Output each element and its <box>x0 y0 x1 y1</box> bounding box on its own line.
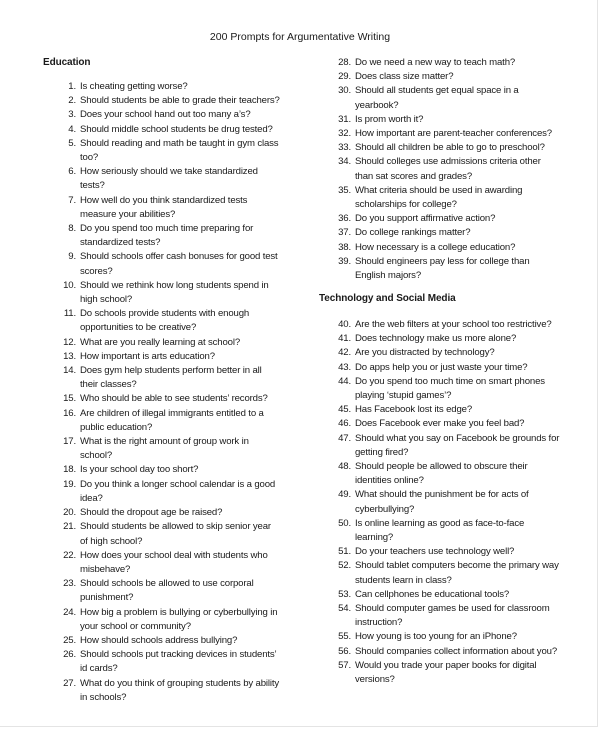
item-number: 29. <box>338 71 351 83</box>
item-text: Are the web filters at your school too restrictive? <box>355 319 552 330</box>
list-item <box>68 250 280 278</box>
item-text: Do apps help you or just waste your time? <box>355 361 528 373</box>
item-text: Is prom worth it? <box>355 113 424 125</box>
item-number: 17. <box>63 436 76 448</box>
list-item <box>338 332 560 346</box>
list-item <box>68 80 280 94</box>
list-item <box>63 350 280 364</box>
list-item <box>63 392 280 406</box>
item-text: Should students be allowed to skip senior year of high school? <box>80 521 271 547</box>
item-number: 40. <box>338 319 351 330</box>
item-number: 16. <box>63 407 76 419</box>
list-item <box>338 56 560 70</box>
item-text: Should what you say on Facebook be grounds for getting fired? <box>355 432 560 458</box>
item-text: How should schools address bullying? <box>80 634 238 646</box>
item-text: How does your school deal with students who misbehave? <box>80 549 268 575</box>
item-text: Should the dropout age be raised? <box>80 507 223 519</box>
item-number: 6. <box>68 166 76 178</box>
item-text: Should engineers pay less for college than English majors? <box>355 255 530 282</box>
list-item <box>63 506 280 520</box>
list-item <box>338 141 560 155</box>
item-text: Do you support affirmative action? <box>355 213 496 225</box>
item-number: 41. <box>338 333 351 345</box>
item-number: 45. <box>338 404 351 416</box>
item-number: 54. <box>338 603 351 615</box>
list-item <box>338 630 560 644</box>
item-text: Should companies collect information about you? <box>355 645 558 657</box>
item-number: 50. <box>338 517 351 529</box>
list-item <box>338 84 560 112</box>
item-number: 25. <box>63 634 76 646</box>
list-item <box>68 123 280 137</box>
item-text: Does technology make us more alone? <box>355 333 517 345</box>
item-number: 2. <box>68 95 76 107</box>
list-item <box>63 549 280 577</box>
item-number: 18. <box>63 464 76 476</box>
education-list-column-2 <box>338 56 560 283</box>
list-item <box>68 137 280 165</box>
item-number: 9. <box>68 251 76 263</box>
item-text: Can cellphones be educational tools? <box>355 588 510 600</box>
list-item <box>338 602 560 630</box>
item-number: 47. <box>338 432 351 444</box>
list-item <box>68 108 280 122</box>
list-item <box>63 336 280 350</box>
list-item <box>338 255 560 283</box>
item-text: Should we rethink how long students spend in high school? <box>80 279 269 306</box>
list-item <box>63 520 280 548</box>
item-text: Should all students get equal space in a yearbook? <box>355 85 519 111</box>
item-text: Does gym help students perform better in all their classes? <box>80 365 262 391</box>
education-list-column-1 <box>63 80 280 705</box>
item-text: Should computer games be used for classroom instruction? <box>355 603 550 629</box>
list-item <box>338 460 560 488</box>
item-text: Has Facebook lost its edge? <box>355 404 473 416</box>
item-number: 32. <box>338 128 351 140</box>
item-number: 36. <box>338 213 351 225</box>
item-number: 39. <box>338 255 351 267</box>
item-text: Should schools offer cash bonuses for good test scores? <box>80 251 278 277</box>
item-number: 11. <box>63 308 76 320</box>
item-text: Should all children be able to go to preschool? <box>355 142 545 154</box>
item-number: 10. <box>63 279 76 291</box>
item-text: Should tablet computers become the primary way students learn in class? <box>355 560 559 586</box>
item-text: What do you think of grouping students by ability in schools? <box>80 677 280 703</box>
item-number: 1. <box>68 81 76 92</box>
item-number: 55. <box>338 631 351 643</box>
item-text: Do we need a new way to teach math? <box>355 57 516 68</box>
item-text: How important are parent-teacher conferences? <box>355 128 552 140</box>
list-item <box>68 94 280 108</box>
item-number: 42. <box>338 347 351 359</box>
list-item <box>338 659 560 687</box>
item-number: 38. <box>338 241 351 253</box>
item-number: 7. <box>68 194 76 206</box>
item-number: 48. <box>338 461 351 473</box>
list-item <box>338 559 560 587</box>
item-number: 24. <box>63 606 76 618</box>
item-number: 53. <box>338 588 351 600</box>
list-item <box>338 318 560 332</box>
list-item <box>338 212 560 226</box>
item-number: 12. <box>63 336 76 348</box>
list-item <box>338 127 560 141</box>
item-text: Should students be able to grade their teachers? <box>80 95 280 107</box>
item-number: 27. <box>63 677 76 689</box>
item-text: Do schools provide students with enough opportunities to be creative? <box>80 308 250 334</box>
item-number: 15. <box>63 393 76 405</box>
list-item <box>338 184 560 212</box>
item-number: 13. <box>63 350 76 362</box>
item-text: How seriously should we take standardized tests? <box>80 166 258 192</box>
list-item <box>63 677 280 705</box>
item-text: What are you really learning at school? <box>80 336 240 348</box>
item-text: Should people be allowed to obscure their identities online? <box>355 461 528 487</box>
item-number: 23. <box>63 578 76 590</box>
item-text: Is online learning as good as face-to-face learning? <box>355 517 525 544</box>
item-text: Should colleges use admissions criteria other than sat scores and grades? <box>355 156 541 182</box>
item-text: Do you think a longer school calendar is a good idea? <box>80 478 276 504</box>
item-number: 35. <box>338 184 351 196</box>
item-text: What should the punishment be for acts of cyberbullying? <box>355 489 529 515</box>
item-number: 43. <box>338 361 351 373</box>
item-text: Do you spend too much time on smart phones playing ‘stupid games’? <box>355 375 545 402</box>
item-text: How necessary is a college education? <box>355 241 516 253</box>
list-item <box>338 417 560 431</box>
item-text: Should reading and math be taught in gym class too? <box>80 137 279 164</box>
list-item <box>63 463 280 477</box>
list-item <box>63 307 280 335</box>
item-number: 37. <box>338 227 351 239</box>
item-number: 22. <box>63 549 76 561</box>
list-item <box>68 194 280 222</box>
item-number: 49. <box>338 489 351 501</box>
list-item <box>68 222 280 250</box>
item-number: 20. <box>63 507 76 519</box>
item-text: What criteria should be used in awarding scholarships for college? <box>355 184 523 211</box>
item-text: Do your teachers use technology well? <box>355 546 515 558</box>
list-item <box>338 113 560 127</box>
item-text: How important is arts education? <box>80 350 215 362</box>
item-text: How young is too young for an iPhone? <box>355 631 517 643</box>
list-item <box>338 432 560 460</box>
list-item <box>63 478 280 506</box>
item-number: 8. <box>68 223 76 235</box>
item-number: 31. <box>338 113 351 125</box>
item-text: Would you trade your paper books for digital versions? <box>355 659 537 686</box>
item-number: 28. <box>338 57 351 68</box>
list-item <box>68 165 280 193</box>
item-text: Who should be able to see students’ records? <box>80 393 268 405</box>
item-number: 26. <box>63 649 76 661</box>
list-item <box>63 279 280 307</box>
item-text: Are you distracted by technology? <box>355 347 495 359</box>
list-item <box>338 488 560 516</box>
item-number: 14. <box>63 365 76 377</box>
item-number: 3. <box>68 109 76 121</box>
item-number: 21. <box>63 521 76 533</box>
item-text: What is the right amount of group work in school? <box>80 436 249 462</box>
list-item <box>63 435 280 463</box>
item-number: 46. <box>338 418 351 430</box>
section-heading-education: Education <box>43 57 91 68</box>
item-number: 33. <box>338 142 351 154</box>
list-item <box>338 517 560 545</box>
item-number: 30. <box>338 85 351 97</box>
item-text: Should schools be allowed to use corporal punishment? <box>80 578 254 604</box>
item-text: Is cheating getting worse? <box>80 81 188 92</box>
list-item <box>63 407 280 435</box>
list-item <box>338 588 560 602</box>
item-text: How well do you think standardized tests measure your abilities? <box>80 194 248 220</box>
list-item <box>338 545 560 559</box>
item-number: 56. <box>338 645 351 657</box>
item-number: 34. <box>338 156 351 168</box>
item-number: 4. <box>68 123 76 135</box>
list-item <box>338 375 560 403</box>
section-heading-technology: Technology and Social Media <box>319 293 456 304</box>
list-item <box>63 577 280 605</box>
list-item <box>338 241 560 255</box>
list-item <box>338 155 560 183</box>
item-text: Does Facebook ever make you feel bad? <box>355 418 525 430</box>
item-text: Does class size matter? <box>355 71 454 83</box>
list-item <box>63 364 280 392</box>
list-item <box>338 645 560 659</box>
list-item <box>338 226 560 240</box>
item-text: Is your school day too short? <box>80 464 199 476</box>
list-item <box>63 648 280 676</box>
item-number: 52. <box>338 560 351 572</box>
list-item <box>338 403 560 417</box>
item-text: Should middle school students be drug tested? <box>80 123 273 135</box>
item-text: Do you spend too much time preparing for standardized tests? <box>80 223 254 249</box>
list-item <box>338 346 560 360</box>
item-number: 51. <box>338 546 351 558</box>
technology-list <box>338 318 560 687</box>
item-number: 44. <box>338 375 351 387</box>
item-number: 19. <box>63 478 76 490</box>
list-item <box>63 606 280 634</box>
item-text: Should schools put tracking devices in students’ id cards? <box>80 649 277 675</box>
item-text: How big a problem is bullying or cyberbullying in your school or community? <box>80 606 278 632</box>
item-number: 5. <box>68 137 76 149</box>
item-text: Are children of illegal immigrants entitled to a public education? <box>80 407 264 433</box>
item-text: Do college rankings matter? <box>355 227 471 239</box>
list-item <box>338 70 560 84</box>
document-title: 200 Prompts for Argumentative Writing <box>209 31 391 43</box>
list-item <box>63 634 280 648</box>
list-item <box>338 361 560 375</box>
item-number: 57. <box>338 659 351 671</box>
item-text: Does your school hand out too many a’s? <box>80 109 251 121</box>
